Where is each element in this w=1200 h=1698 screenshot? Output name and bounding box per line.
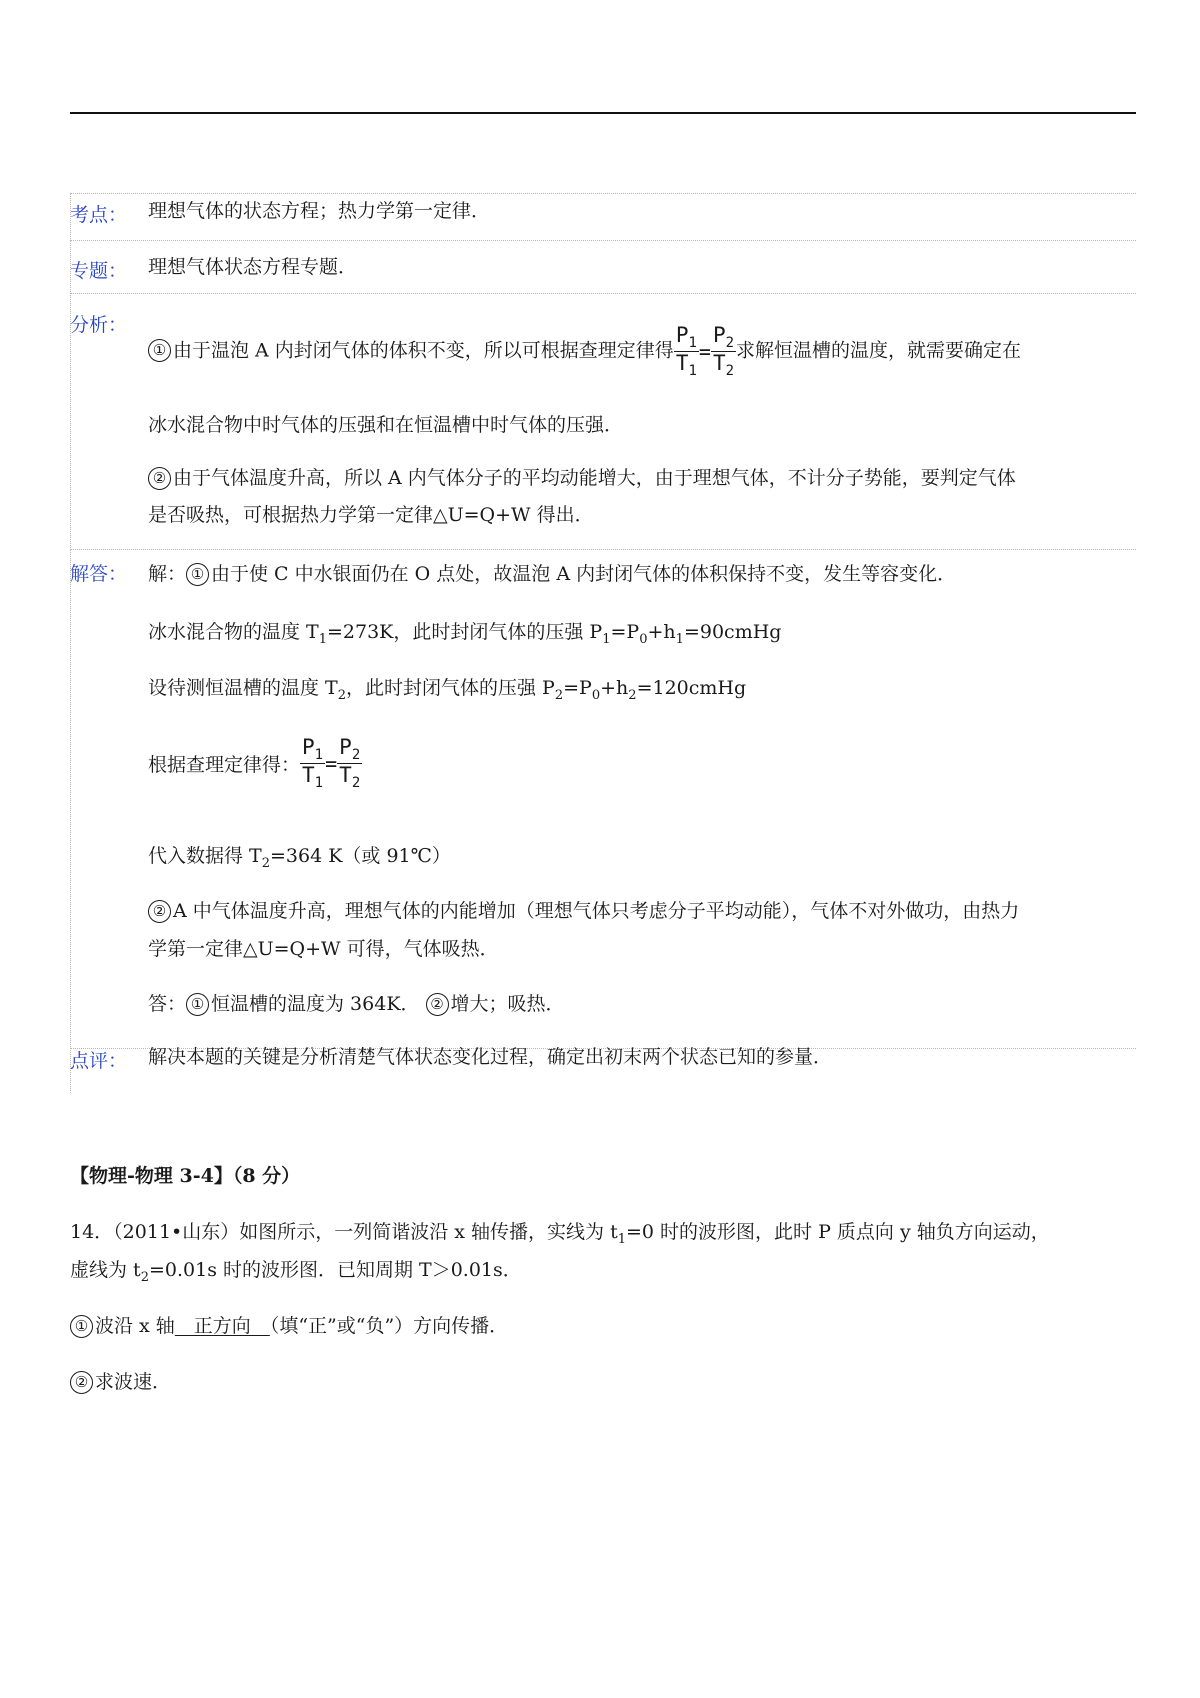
circled-one: ① <box>186 563 209 586</box>
header-rule <box>70 112 1136 114</box>
charles-law-fraction: $\frac{P_1}{T_1}$ <box>302 735 324 792</box>
jieda-line6a: ② A 中气体温度升高，理想气体的内能增加（理想气体只考虑分子平均动能），气体不对外做功，由热力 <box>148 896 1019 923</box>
q14-part2: ② 求波速． <box>70 1367 171 1394</box>
circled-two: ② <box>70 1371 93 1394</box>
fenxi-p2-line2: 是否吸热，可根据热力学第一定律△U=Q+W 得出． <box>148 504 594 526</box>
circled-one: ① <box>70 1315 93 1338</box>
fenxi-p1-line1: ① 由于温泡 A 内封闭气体的体积不变，所以可根据查理定律得 $\frac{P_1}{T_1}$ = $\frac{P_2}{T_2}$ 求解恒温槽的温度，就需要确定在 <box>148 324 1021 379</box>
divider <box>70 549 1136 550</box>
q14-line2: 虚线为 $t_2=0.01s$ 时的波形图．已知周期 T＞0.01s． <box>70 1259 522 1285</box>
jieda-label: 解答： <box>70 563 128 585</box>
charles-law-fraction: $\frac{P_1}{T_1}$ <box>675 323 697 380</box>
kaodian-text: 理想气体的状态方程；热力学第一定律． <box>148 200 491 222</box>
jieda-line5: 代入数据得 $T_2=364$ K（或 91℃） <box>148 845 451 871</box>
jieda-line7: 答： ① 恒温槽的温度为 364K． ② 增大；吸热． <box>148 993 565 1015</box>
fenxi-label: 分析： <box>70 314 128 336</box>
divider <box>70 193 1136 194</box>
kaodian-label: 考点： <box>70 204 128 226</box>
q14-line1: 14．（2011•山东）如图所示，一列简谐波沿 x 轴传播，实线为 $t_1=0$ 时的波形图，此时 P 质点向 y 轴负方向运动， <box>70 1221 1050 1247</box>
divider <box>70 240 71 292</box>
circled-one: ① <box>186 993 209 1016</box>
circled-two: ② <box>426 993 449 1016</box>
divider <box>70 193 71 239</box>
fenxi-p2-line1: ② 由于气体温度升高，所以 A 内气体分子的平均动能增大，由于理想气体，不计分子势能，要判定气体 <box>148 463 1016 490</box>
circled-one: ① <box>148 339 171 362</box>
section-heading: 【物理-物理 3-4】（8 分） <box>70 1165 301 1187</box>
dianping-text: 解决本题的关键是分析清楚气体状态变化过程，确定出初末两个状态已知的参量． <box>148 1046 833 1068</box>
circled-two: ② <box>148 467 171 490</box>
divider <box>70 549 71 1047</box>
jieda-line4: 根据查理定律得： $\frac{P_1}{T_1}$ = $\frac{P_2}{T_2}$ <box>148 735 361 792</box>
answer-blank: 正方向 <box>174 1315 270 1337</box>
fenxi-p1-line2: 冰水混合物中时气体的压强和在恒温槽中时气体的压强． <box>148 414 624 436</box>
divider <box>70 240 1136 241</box>
zhuanti-text: 理想气体状态方程专题． <box>148 256 358 278</box>
divider <box>70 293 1136 294</box>
charles-law-fraction: $\frac{P_2}{T_2}$ <box>712 323 735 380</box>
jieda-line1: 解： ① 由于使 C 中水银面仍在 O 点处，故温泡 A 内封闭气体的体积保持不变，发生等容变化． <box>148 563 957 585</box>
jieda-line3: 设待测恒温槽的温度 $T_2$，此时封闭气体的压强 $P_2=P_0+h_2=120cmHg$ <box>148 677 747 703</box>
q14-part1: ① 波沿 x 轴 正方向 （填“正”或“负”）方向传播． <box>70 1311 508 1338</box>
jieda-line6b: 学第一定律△U=Q+W 可得，气体吸热． <box>148 938 499 960</box>
dianping-label: 点评： <box>70 1050 128 1072</box>
charles-law-fraction: $\frac{P_2}{T_2}$ <box>339 735 361 792</box>
circled-two: ② <box>148 900 171 923</box>
jieda-line2: 冰水混合物的温度 $T_1=273K$，此时封闭气体的压强 $P_1=P_0+h_1=90cmHg$ <box>148 621 782 647</box>
zhuanti-label: 专题： <box>70 260 128 282</box>
